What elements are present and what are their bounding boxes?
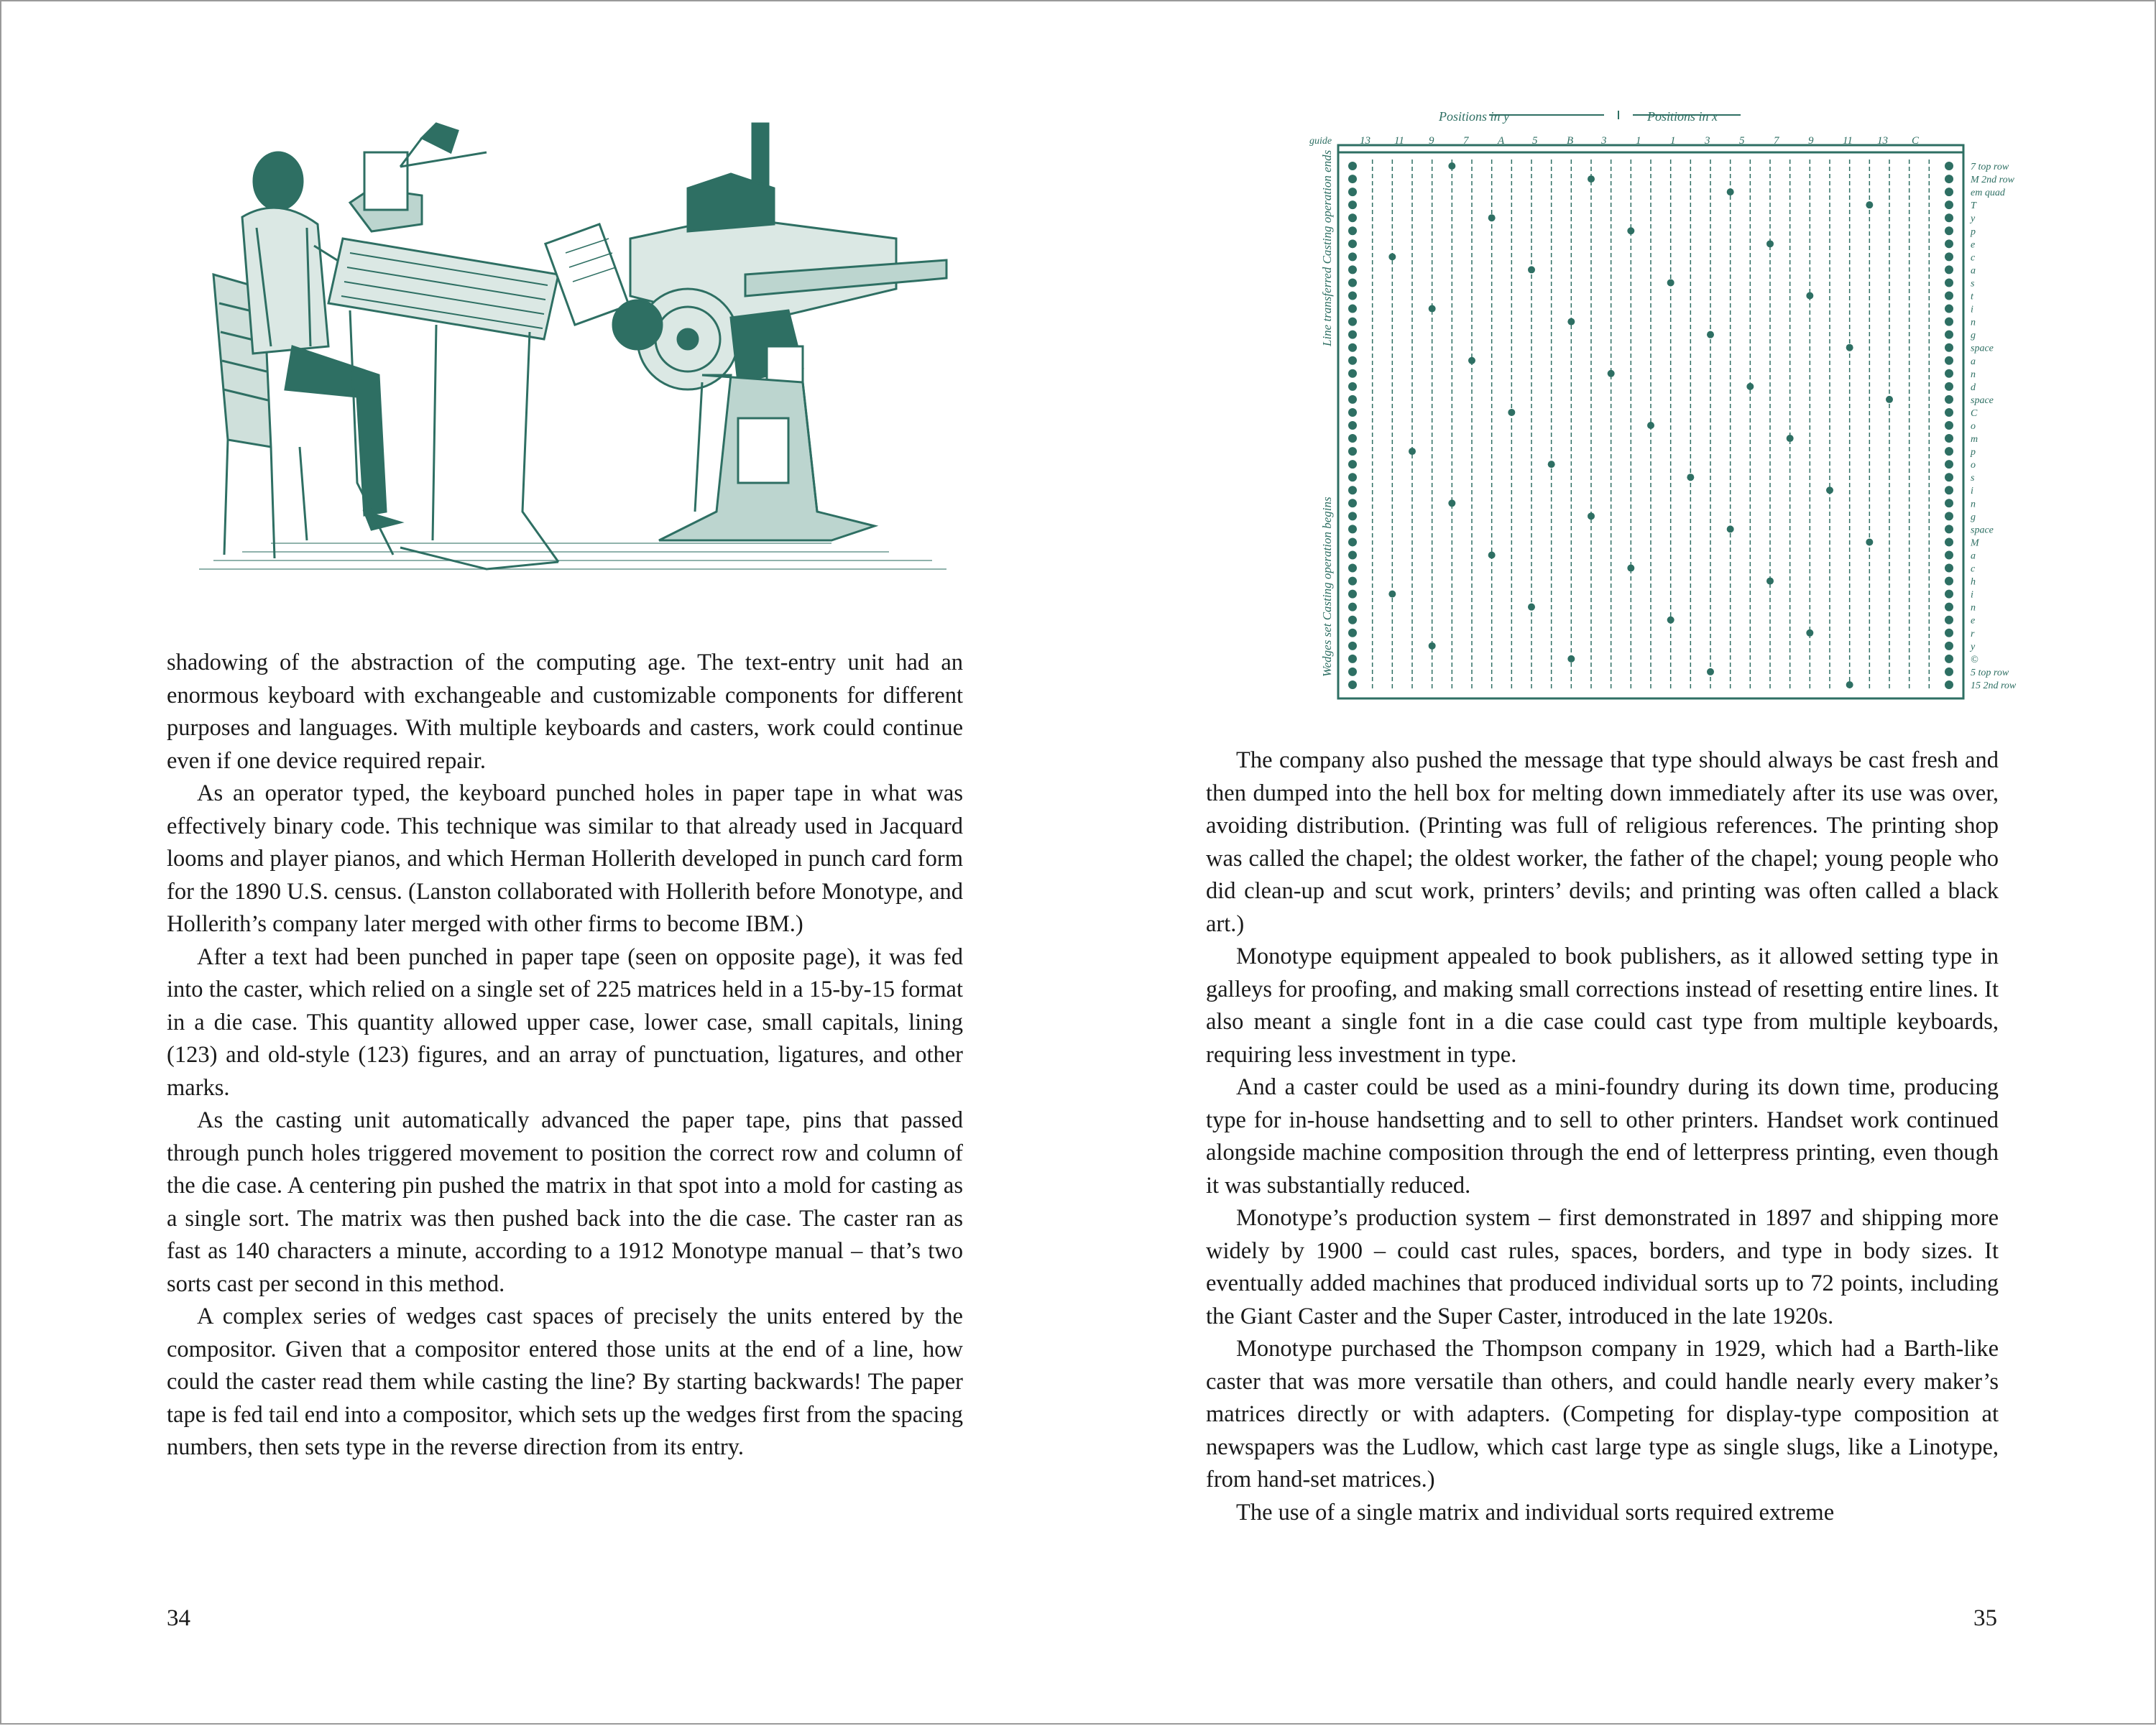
tape-guide-hole — [1945, 356, 1953, 365]
right-paragraph-4: Monotype’s production system – first demonstrated in 1897 and shipping more widely by 1900 – could cast rules, spaces, borders, and type in body sizes. It eventually added machines that produced individual sorts up to 72 points, including the Giant Caster and the Super Caster, introduced in the late 1920s. — [1206, 1205, 1999, 1329]
tape-guide-hole — [1348, 577, 1357, 586]
tape-guide-hole — [1348, 162, 1357, 170]
tape-guide-hole — [1945, 305, 1953, 313]
tape-guide-hole — [1945, 629, 1953, 637]
tape-row-label: g — [1971, 330, 1976, 341]
left-page — [1, 1, 1079, 1726]
tape-row-label: g — [1971, 512, 1976, 523]
tape-col-label: 11 — [1843, 135, 1853, 147]
tape-punch-hole — [1866, 201, 1873, 208]
tape-punch-hole — [1687, 474, 1694, 481]
tape-punch-hole — [1647, 422, 1654, 429]
tape-punch-hole — [1627, 227, 1634, 234]
tape-guide-hole — [1348, 473, 1357, 481]
tape-punch-hole — [1528, 604, 1535, 611]
tape-side-label-bottom: Wedges set Casting operation begins — [1320, 497, 1334, 677]
tape-punch-hole — [1667, 617, 1674, 624]
tape-punch-hole — [1409, 448, 1416, 455]
tape-col-label: 11 — [1394, 135, 1404, 147]
tape-guide-hole — [1945, 525, 1953, 533]
tape-col-label: 7 — [1463, 135, 1469, 147]
tape-punch-hole — [1488, 551, 1496, 558]
page-number-right: 35 — [1973, 1605, 1997, 1631]
tape-row-label: p — [1971, 226, 1976, 238]
tape-row-label: C — [1971, 407, 1978, 419]
tape-guide-hole — [1945, 499, 1953, 507]
tape-guide-hole — [1945, 395, 1953, 404]
tape-punch-hole — [1388, 591, 1396, 598]
tape-col-label: 1 — [1636, 135, 1641, 147]
tape-row-label: space — [1971, 525, 1994, 536]
tape-punch-hole — [1727, 525, 1734, 532]
tape-row-label: a — [1971, 265, 1976, 277]
tape-guide-hole — [1348, 434, 1357, 443]
tape-row-label: n — [1971, 602, 1976, 614]
tape-punch-hole — [1806, 629, 1813, 637]
tape-row-label: h — [1971, 576, 1976, 588]
tape-punch-hole — [1707, 668, 1714, 675]
tape-col-label: 9 — [1429, 135, 1434, 147]
tape-guide-hole — [1945, 668, 1953, 676]
tape-punch-hole — [1608, 370, 1615, 377]
tape-guide-hole — [1945, 382, 1953, 391]
tape-guide-hole — [1348, 499, 1357, 507]
tape-row-label: s — [1971, 278, 1975, 290]
tape-guide-hole — [1348, 590, 1357, 599]
left-paragraph-4: As the casting unit automatically advanced the paper tape, pins that passed through punch holes triggered movement to position the correct row and column of the die case. A centering pin pushed the matrix in that spot into a mold for casting as a single sort. The matrix was then pushed back into the die case. The caster ran as fast as 140 characters a minute, according to a 1912 Monotype manual – that’s two sorts cast per second in this method. — [167, 1107, 963, 1297]
tape-guide-hole — [1348, 460, 1357, 469]
tape-row-label: n — [1971, 369, 1976, 380]
tape-row-label: 15 2nd row — [1971, 680, 2017, 691]
tape-row-label: t — [1971, 291, 1973, 303]
tape-punch-hole — [1468, 357, 1475, 364]
tape-guide-hole — [1945, 460, 1953, 469]
tape-col-label: C — [1912, 135, 1920, 147]
tape-guide-hole — [1348, 175, 1357, 183]
tape-punch-hole — [1448, 162, 1455, 170]
tape-guide-hole — [1945, 292, 1953, 300]
tape-guide-hole — [1945, 512, 1953, 520]
tape-row-label: e — [1971, 615, 1976, 627]
tape-col-guide: guide — [1309, 136, 1332, 147]
tape-guide-hole — [1348, 318, 1357, 326]
tape-guide-hole — [1945, 564, 1953, 573]
tape-punch-hole — [1806, 292, 1813, 300]
tape-side-label-top: Line transferred Casting operation ends — [1320, 149, 1334, 346]
tape-row-label: n — [1971, 499, 1976, 510]
tape-guide-hole — [1348, 265, 1357, 274]
tape-col-label: 5 — [1739, 135, 1745, 147]
tape-row-label: i — [1971, 589, 1973, 601]
tape-punch-hole — [1846, 681, 1853, 688]
tape-guide-hole — [1945, 200, 1953, 209]
tape-punch-hole — [1787, 435, 1794, 442]
tape-guide-hole — [1945, 537, 1953, 546]
tape-punch-hole — [1727, 188, 1734, 195]
tape-row-label: a — [1971, 550, 1976, 562]
tape-punch-hole — [1746, 383, 1754, 390]
tape-guide-hole — [1945, 603, 1953, 612]
tape-guide-hole — [1348, 292, 1357, 300]
tape-punch-hole — [1846, 344, 1853, 351]
tape-guide-hole — [1348, 188, 1357, 196]
tape-col-label: 13 — [1360, 135, 1370, 147]
tape-punch-hole — [1388, 253, 1396, 260]
tape-guide-hole — [1348, 655, 1357, 663]
tape-guide-hole — [1348, 447, 1357, 456]
tape-guide-hole — [1348, 408, 1357, 417]
tape-guide-hole — [1348, 421, 1357, 430]
tape-guide-hole — [1945, 577, 1953, 586]
tape-punch-hole — [1886, 396, 1893, 403]
right-body-text — [1206, 744, 1999, 1529]
tape-guide-hole — [1945, 239, 1953, 248]
tape-header-left: Positions in y — [1439, 109, 1509, 124]
tape-row-label: s — [1971, 473, 1975, 484]
tape-guide-hole — [1348, 395, 1357, 404]
tape-row-label: em quad — [1971, 188, 2005, 199]
tape-punch-hole — [1627, 565, 1634, 572]
tape-guide-hole — [1348, 564, 1357, 573]
tape-punch-hole — [1508, 409, 1515, 416]
tape-guide-hole — [1348, 213, 1357, 222]
tape-row-label: i — [1971, 304, 1973, 315]
tape-row-label: a — [1971, 356, 1976, 367]
tape-guide-hole — [1945, 343, 1953, 352]
tape-guide-hole — [1348, 239, 1357, 248]
tape-guide-hole — [1348, 343, 1357, 352]
left-body-text — [167, 647, 963, 1464]
tape-guide-hole — [1348, 680, 1357, 689]
right-paragraph-6: The use of a single matrix and individual sorts required extreme — [1236, 1499, 1835, 1526]
page-number-left: 34 — [167, 1605, 190, 1631]
tape-row-label: d — [1971, 382, 1976, 393]
tape-col-label: 13 — [1877, 135, 1888, 147]
tape-guide-hole — [1945, 550, 1953, 559]
tape-guide-hole — [1348, 486, 1357, 494]
tape-punch-hole — [1429, 305, 1436, 313]
tape-row-label: p — [1971, 447, 1976, 458]
tape-col-label: 3 — [1705, 135, 1710, 147]
paper-tape-diagram — [1309, 109, 2060, 713]
tape-guide-hole — [1348, 537, 1357, 546]
tape-guide-hole — [1945, 421, 1953, 430]
tape-guide-hole — [1945, 447, 1953, 456]
tape-guide-hole — [1945, 252, 1953, 261]
tape-punch-hole — [1766, 578, 1774, 585]
tape-guide-hole — [1348, 668, 1357, 676]
left-paragraph-2: As an operator typed, the keyboard punched holes in paper tape in what was effectively binary code. This technique was similar to that already used in Jacquard looms and player pianos, and which Herman Hollerith developed in punch card form for the 1890 U.S. census. (Lanston collaborated with Hollerith before Monotype, and Hollerith’s company later merged with other firms to become IBM.) — [167, 780, 963, 937]
tape-guide-hole — [1348, 616, 1357, 624]
tape-col-label: B — [1567, 135, 1574, 147]
tape-row-label: y — [1971, 213, 1976, 225]
tape-punch-hole — [1866, 538, 1873, 545]
monotype-machine-illustration — [185, 109, 968, 583]
left-paragraph-3: After a text had been punched in paper tape (seen on opposite page), it was fed into the caster, which relied on a single set of 225 matrices held in a 15-by-15 format in a die case. This quantity allowed upper case, lower case, small capitals, lining (123) and old-style (123) figures, and an array of punctuation, ligatures, and other marks. — [167, 943, 963, 1101]
tape-row-label: r — [1971, 628, 1975, 640]
tape-punch-hole — [1707, 331, 1714, 338]
tape-guide-hole — [1348, 226, 1357, 235]
tape-guide-hole — [1945, 616, 1953, 624]
tape-punch-hole — [1567, 655, 1575, 663]
tape-col-label: A — [1498, 135, 1505, 147]
right-paragraph-1: The company also pushed the message that type should always be cast fresh and then dumped into the hell box for melting down immediately after its use was over, avoiding distribution. (Printing was full of religious references. The printing shop was called the chapel; the oldest worker, the father of the chapel; young people who did clean-up and scut work, printers’ devils; and printing was often called a black art.) — [1206, 747, 1999, 937]
tape-punch-hole — [1429, 642, 1436, 650]
tape-guide-hole — [1945, 642, 1953, 650]
left-paragraph-1: shadowing of the abstraction of the computing age. The text-entry unit had an enormous keyboard with exchangeable and customizable components for different purposes and languages. With multiple keyboards and casters, work could continue even if one device required repair. — [167, 650, 963, 774]
tape-guide-hole — [1945, 188, 1953, 196]
tape-row-label: n — [1971, 317, 1976, 328]
tape-punch-hole — [1826, 486, 1833, 494]
tape-guide-hole — [1348, 550, 1357, 559]
tape-guide-hole — [1348, 369, 1357, 378]
tape-guide-hole — [1945, 331, 1953, 339]
tape-row-label: space — [1971, 394, 1994, 406]
tape-guide-hole — [1348, 356, 1357, 365]
tape-row-label: 5 top row — [1971, 667, 2009, 678]
tape-guide-hole — [1348, 629, 1357, 637]
tape-punch-hole — [1488, 214, 1496, 221]
tape-col-label: 1 — [1670, 135, 1676, 147]
tape-row-label: o — [1971, 460, 1976, 471]
tape-row-label: c — [1971, 563, 1976, 575]
tape-guide-hole — [1945, 278, 1953, 287]
tape-guide-hole — [1348, 200, 1357, 209]
tape-col-label: 7 — [1774, 135, 1779, 147]
tape-col-label: 9 — [1808, 135, 1814, 147]
left-paragraph-5: A complex series of wedges cast spaces of precisely the units entered by the compositor. Given that a compositor entered those units at the end of a line, how could the caster read them while casting the line? By starting backwards! The paper tape is fed tail end into a compositor, which sets up the wedges first from the spacing numbers, then sets type in the reverse direction from its entry. — [167, 1303, 963, 1460]
tape-guide-hole — [1945, 590, 1953, 599]
tape-row-label: o — [1971, 421, 1976, 432]
tape-guide-hole — [1945, 655, 1953, 663]
tape-guide-hole — [1945, 486, 1953, 494]
tape-guide-hole — [1945, 265, 1953, 274]
tape-row-label: T — [1971, 200, 1976, 212]
tape-guide-hole — [1945, 175, 1953, 183]
tape-guide-hole — [1945, 680, 1953, 689]
right-paragraph-5: Monotype purchased the Thompson company in 1929, which had a Barth-like caster that was more versatile than others, and could handle nearly every maker’s matrices directly or with adapters. (Competing for display-type composition at newspapers was the Ludlow, which cast large type as single slugs, like a Linotype, from hand-set matrices.) — [1206, 1336, 1999, 1492]
tape-punch-hole — [1667, 279, 1674, 286]
tape-row-label: 7 top row — [1971, 162, 2009, 173]
tape-row-label: M 2nd row — [1971, 175, 2014, 186]
tape-punch-hole — [1567, 318, 1575, 326]
tape-punch-hole — [1766, 240, 1774, 247]
tape-row-label: space — [1971, 343, 1994, 354]
tape-col-label: 5 — [1532, 135, 1538, 147]
tape-guide-hole — [1348, 305, 1357, 313]
tape-punch-hole — [1588, 512, 1595, 520]
tape-header-right: Positions in x — [1647, 109, 1718, 124]
tape-row-label: y — [1971, 641, 1976, 652]
tape-guide-hole — [1945, 408, 1953, 417]
tape-guide-hole — [1348, 331, 1357, 339]
tape-guide-hole — [1348, 603, 1357, 612]
tape-guide-hole — [1348, 382, 1357, 391]
tape-guide-hole — [1945, 473, 1953, 481]
tape-punch-hole — [1448, 499, 1455, 507]
tape-row-label: c — [1971, 252, 1976, 264]
tape-guide-hole — [1348, 525, 1357, 533]
tape-guide-hole — [1945, 369, 1953, 378]
tape-punch-hole — [1548, 461, 1555, 468]
tape-guide-hole — [1945, 162, 1953, 170]
tape-row-label: © — [1971, 654, 1978, 665]
tape-guide-hole — [1945, 226, 1953, 235]
tape-punch-hole — [1588, 175, 1595, 183]
tape-guide-hole — [1348, 278, 1357, 287]
tape-row-label: i — [1971, 486, 1973, 497]
tape-row-label: m — [1971, 434, 1978, 446]
tape-guide-hole — [1348, 642, 1357, 650]
tape-guide-hole — [1348, 252, 1357, 261]
tape-guide-hole — [1945, 213, 1953, 222]
tape-col-label: 3 — [1601, 135, 1607, 147]
tape-row-label: e — [1971, 239, 1976, 251]
tape-guide-hole — [1945, 318, 1953, 326]
tape-guide-hole — [1945, 434, 1953, 443]
tape-guide-hole — [1348, 512, 1357, 520]
right-paragraph-2: Monotype equipment appealed to book publishers, as it allowed setting type in galleys for proofing, and making small corrections instead of resetting entire lines. It also meant a single font in a die case could cast type from multiple keyboards, requiring less investment in type. — [1206, 943, 1999, 1068]
tape-row-label: M — [1971, 537, 1979, 549]
tape-punch-hole — [1528, 266, 1535, 273]
right-paragraph-3: And a caster could be used as a mini-foundry during its down time, producing type for in-house handsetting and to sell to other printers. Handset work continued alongside machine composition through the end of letterpress printing, even though it was substantially reduced. — [1206, 1074, 1999, 1199]
